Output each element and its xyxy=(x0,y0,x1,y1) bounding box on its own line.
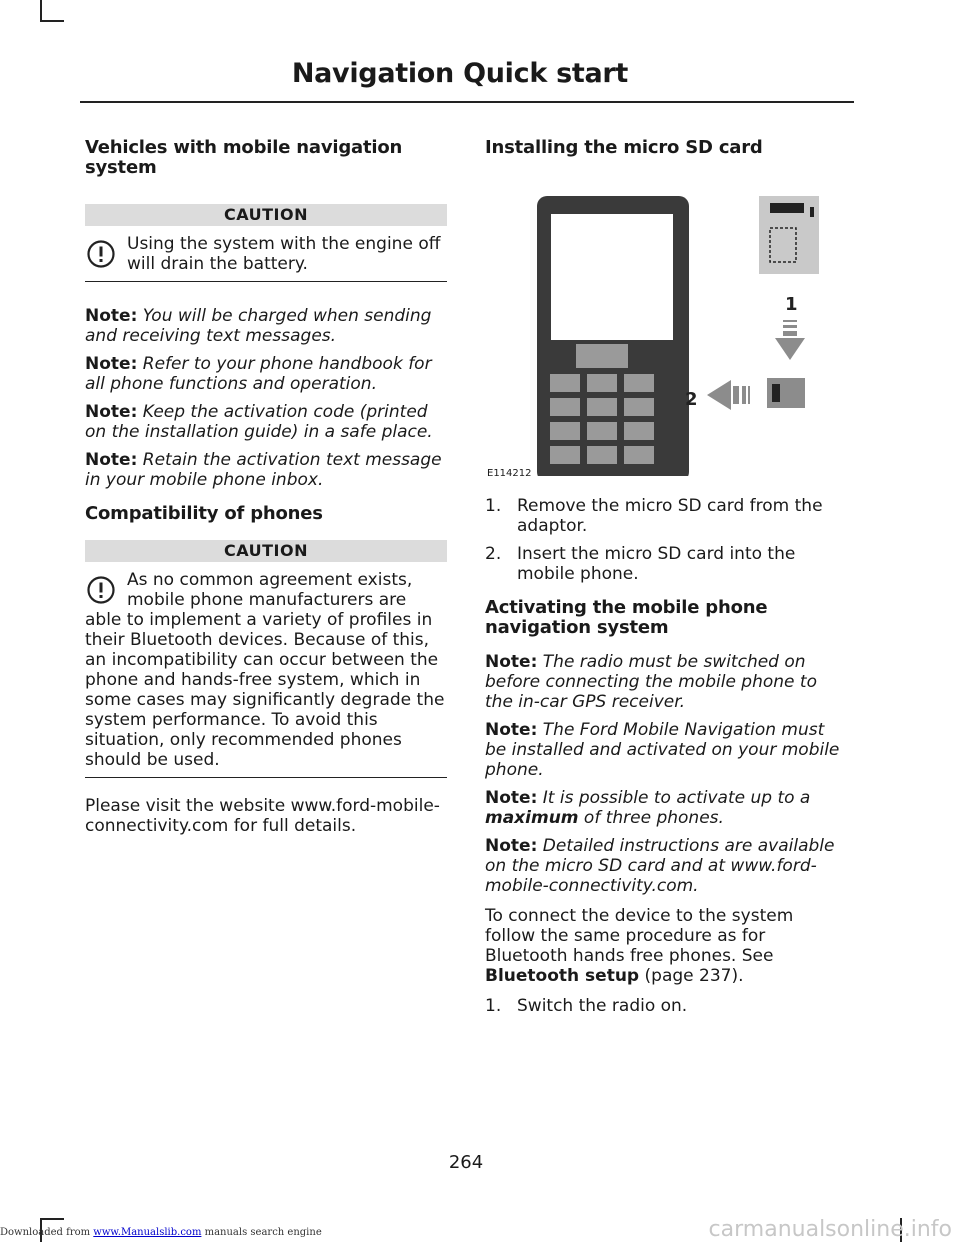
note xyxy=(85,450,447,490)
step-text: Insert the micro SD card into the mobile phone. xyxy=(517,544,796,584)
note-text: Refer to your phone handbook for all phone functions and operation. xyxy=(85,354,432,394)
crop-mark xyxy=(40,1218,64,1220)
section-heading: Activating the mobile phone navigation system xyxy=(485,597,768,638)
body-text: Please visit the website www.ford-mobile-connectivity.com for full details. xyxy=(85,796,440,836)
step-list xyxy=(485,996,847,1016)
step-text: Remove the micro SD card from the adaptor. xyxy=(517,496,823,536)
note-label: Note: xyxy=(85,306,138,326)
download-prefix: Downloaded from xyxy=(0,1227,91,1238)
note-label: Note: xyxy=(85,450,138,470)
phone-illustration xyxy=(485,178,847,476)
note-text: The Ford Mobile Navigation must be installed and activated on your mobile phone. xyxy=(485,720,840,780)
section-heading: Installing the micro SD card xyxy=(485,137,763,158)
manualslib-link[interactable]: www.Manualslib.com xyxy=(93,1227,202,1238)
download-footer xyxy=(0,1227,322,1238)
connect-page-ref: (page 237). xyxy=(644,966,744,986)
warning-icon xyxy=(87,240,115,268)
crop-mark xyxy=(40,0,42,22)
note-emphasis: maximum xyxy=(485,808,579,828)
figure-code: E114212 xyxy=(487,468,532,479)
arrow-left-icon xyxy=(707,380,750,410)
caution-box xyxy=(85,570,447,770)
phone-key xyxy=(576,344,628,368)
step-text: Switch the radio on. xyxy=(517,996,688,1016)
note xyxy=(85,402,447,442)
note-text: Retain the activation text message in your mobile phone inbox. xyxy=(85,450,442,490)
list-item xyxy=(485,496,847,536)
section-heading: Compatibility of phones xyxy=(85,503,323,524)
phone-screen xyxy=(551,214,673,340)
right-column xyxy=(485,138,847,1016)
note-text: The radio must be switched on before connecting the mobile phone to the in-car GPS receiver. xyxy=(485,652,817,712)
caution-box xyxy=(85,234,447,274)
caution-text: Using the system with the engine off will drain the battery. xyxy=(127,234,441,274)
step-number: 1. xyxy=(485,496,502,516)
figure-label-2: 2 xyxy=(685,389,698,410)
download-suffix: manuals search engine xyxy=(204,1227,322,1238)
warning-icon xyxy=(87,576,115,604)
list-item xyxy=(485,996,847,1016)
caution-header: CAUTION xyxy=(85,540,447,562)
page-title: Navigation Quick start xyxy=(291,58,628,89)
caution-text: As no common agreement exists, mobile phone manufacturers are able to implement a variety of profiles in their Bluetooth devices. Because of this, an incompatibility can occur between the phone and hands-free system, which in some cases may significantly degrade the system performance. To avoid this situation, only recommended phones should be used. xyxy=(85,570,445,770)
note-text: Keep the activation code (printed on the installation guide) in a safe place. xyxy=(85,402,433,442)
figure-label-1: 1 xyxy=(785,294,798,315)
note xyxy=(485,836,847,896)
step-number: 2. xyxy=(485,544,502,564)
note-text: Detailed instructions are available on the micro SD card and at www.ford-mobile-connectivity.com. xyxy=(485,836,835,896)
note xyxy=(485,652,847,712)
connect-text: To connect the device to the system follow the same procedure as for Bluetooth hands free phones. See xyxy=(485,906,794,966)
step-list xyxy=(485,496,847,584)
note xyxy=(85,354,447,394)
note-label: Note: xyxy=(485,652,538,672)
note xyxy=(485,788,847,828)
note-label: Note: xyxy=(485,788,538,808)
note-text: of three phones. xyxy=(583,808,724,828)
caution-header: CAUTION xyxy=(85,204,447,226)
note-text: You will be charged when sending and receiving text messages. xyxy=(85,306,432,346)
note xyxy=(85,306,447,346)
note-label: Note: xyxy=(85,354,138,374)
crop-mark xyxy=(40,20,64,22)
body-text xyxy=(485,906,847,986)
note-label: Note: xyxy=(485,720,538,740)
watermark-text: carmanualsonline.info xyxy=(708,1217,952,1242)
header-divider xyxy=(80,101,854,103)
section-heading: Vehicles with mobile navigation system xyxy=(85,137,403,178)
note-label: Note: xyxy=(85,402,138,422)
note xyxy=(485,720,847,780)
sd-card-figure xyxy=(485,178,847,479)
note-label: Note: xyxy=(485,836,538,856)
note-text: It is possible to activate up to a xyxy=(542,788,811,808)
arrow-down-icon xyxy=(775,320,805,360)
list-item xyxy=(485,544,847,584)
step-number: 1. xyxy=(485,996,502,1016)
cross-reference-link[interactable]: Bluetooth setup xyxy=(485,966,640,986)
page-number: 264 xyxy=(448,1152,484,1173)
left-column xyxy=(85,138,447,836)
